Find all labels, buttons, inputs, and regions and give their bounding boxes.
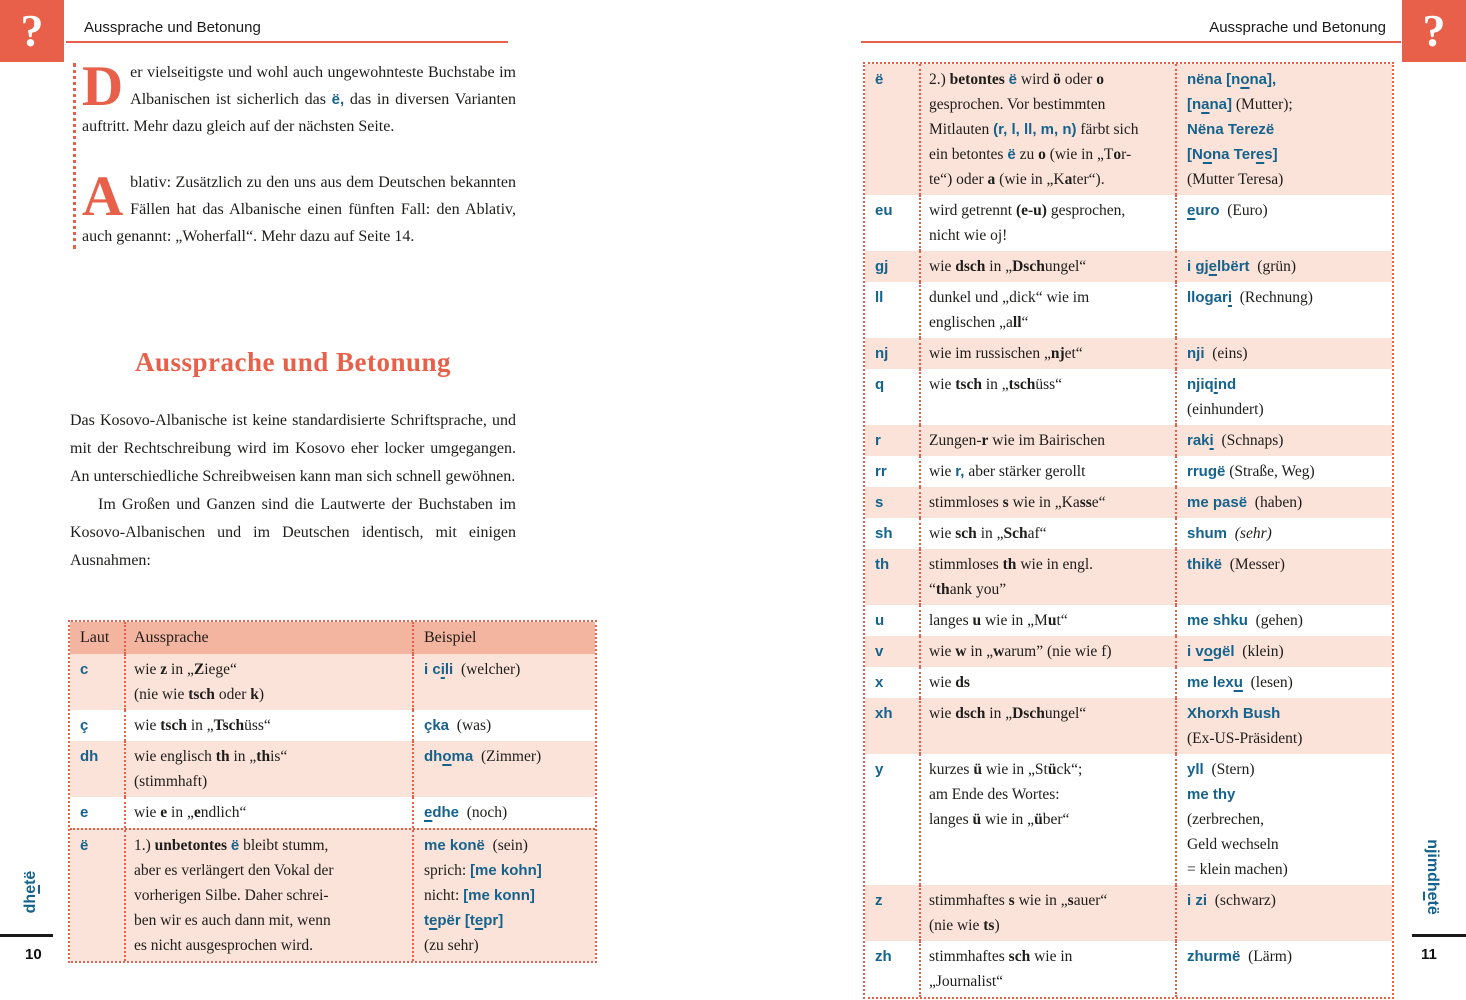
table-row-x (865, 667, 1392, 698)
question-mark-icon: ? (1422, 5, 1446, 56)
table-row-xh (865, 698, 1392, 754)
table-row-c (70, 654, 595, 710)
table-row-r (865, 425, 1392, 456)
beispiel-cell: thikë (Messer) (1175, 549, 1392, 605)
table-row-eu (865, 195, 1392, 251)
aussprache-cell: stimmhaftes s wie in „sauer“ (nie wie ts) (919, 885, 1175, 941)
laut-cell: rr (875, 463, 887, 480)
intro-paragraph-2 (82, 165, 516, 250)
body-paragraph-1: Das Kosovo-Albanische ist keine standardisierte Schriftsprache, und mit der Rechtschreibung wird im Kosovo eher locker umgegangen. An unterschiedliche Schreibweisen kann man sich schnell gewöhnen. (70, 412, 516, 485)
intro-paragraph-2-text: blativ: Zusätzlich zu den uns aus dem Deutschen bekannten Fällen hat das Albanische einen fünften Fall: den Ablativ, auch genannt: „Woherfall“. Mehr dazu auf Seite 14. (82, 174, 516, 245)
laut-cell: v (875, 643, 884, 660)
aussprache-cell: 1.) unbetontes ë bleibt stumm, aber es verlängert den Vokal der vorherigen Silbe. Daher schrei- ben wir es auch dann mit, wenn es nicht ausgesprochen wird. (124, 830, 412, 961)
aussprache-cell: wie dsch in „Dschungel“ (919, 698, 1175, 754)
table-row-ë (865, 64, 1392, 195)
margin-dots (73, 63, 76, 249)
laut-cell: e (80, 804, 89, 821)
aussprache-cell: 2.) betontes ë wird ö oder o gesprochen. Vor bestimmten Mitlauten (r, l, ll, m, n) färbt sich ein betontes ë zu o (wie in „Tor- te“) oder a (wie in „Kater“). (919, 64, 1175, 195)
table-header-row (70, 622, 595, 654)
aussprache-cell: wie im russischen „njet“ (919, 338, 1175, 369)
side-tab-label-left: dhetë (22, 870, 39, 914)
aussprache-cell: wie tsch in „tschüss“ (919, 369, 1175, 425)
footer-rule-left (0, 934, 53, 937)
body-paragraph-2: Im Großen und Ganzen sind die Lautwerte der Buchstaben im Kosovo-Albanischen und im Deutschen identisch, mit einigen Ausnahmen: (70, 496, 516, 569)
laut-cell: q (875, 376, 885, 393)
table-row-sh (865, 518, 1392, 549)
page-header-right: Aussprache und Betonung (1209, 19, 1386, 36)
table-row-th (865, 549, 1392, 605)
aussprache-cell: wie r, aber stärker gerollt (919, 456, 1175, 487)
table-row-gj (865, 251, 1392, 282)
beispiel-cell: euro (Euro) (1175, 195, 1392, 251)
aussprache-cell: wie englisch th in „this“ (stimmhaft) (124, 741, 412, 797)
beispiel-cell: me pasë (haben) (1175, 487, 1392, 518)
laut-cell: sh (875, 525, 893, 542)
aussprache-cell: stimmloses s wie in „Kasse“ (919, 487, 1175, 518)
laut-cell: gj (875, 258, 889, 275)
laut-header: Laut (80, 629, 110, 646)
beispiel-header: Beispiel (412, 622, 595, 654)
page-number-left: 10 (25, 946, 42, 963)
page-number-right: 11 (1421, 946, 1437, 963)
laut-cell: r (875, 432, 881, 449)
table-row-u (865, 605, 1392, 636)
header-rule-right (861, 41, 1401, 43)
beispiel-cell: i vogël (klein) (1175, 636, 1392, 667)
beispiel-cell: dhoma (Zimmer) (412, 741, 595, 797)
intro-paragraph-1-text: er vielseitigste und wohl auch ungewohnteste Buchstabe im Albanischen ist sicherlich das ë, das in diversen Varianten auftritt. Mehr dazu gleich auf der nächsten Seite. (82, 64, 516, 135)
pronunciation-table-right (863, 62, 1394, 999)
beispiel-cell: raki (Schnaps) (1175, 425, 1392, 456)
laut-cell: s (875, 494, 884, 511)
aussprache-cell: dunkel und „dick“ wie im englischen „all“ (919, 282, 1175, 338)
laut-cell: y (875, 761, 884, 778)
table-row-ll (865, 282, 1392, 338)
table-row-ë (70, 828, 595, 961)
aussprache-cell: wird getrennt (e-u) gesprochen, nicht wie oj! (919, 195, 1175, 251)
table-row-dh (70, 741, 595, 797)
section-heading: Aussprache und Betonung (134, 347, 452, 377)
aussprache-cell: wie tsch in „Tschüss“ (124, 710, 412, 741)
table-row-q (865, 369, 1392, 425)
beispiel-cell: Xhorxh Bush (Ex-US-Präsident) (1175, 698, 1392, 754)
laut-cell: zh (875, 948, 892, 965)
laut-cell: xh (875, 705, 893, 722)
laut-cell: z (875, 892, 883, 909)
table-row-z (865, 885, 1392, 941)
table-row-nj (865, 338, 1392, 369)
table-row-ç (70, 710, 595, 741)
question-mark-icon: ? (20, 5, 44, 56)
aussprache-cell: kurzes ü wie in „Stück“; am Ende des Wortes: langes ü wie in „über“ (919, 754, 1175, 885)
aussprache-cell: stimmhaftes sch wie in „Journalist“ (919, 941, 1175, 997)
laut-cell: x (875, 674, 884, 691)
side-tab-label-right: njimdhetë (1424, 839, 1441, 915)
beispiel-cell: shum (sehr) (1175, 518, 1392, 549)
table-row-y (865, 754, 1392, 885)
beispiel-cell: nji (eins) (1175, 338, 1392, 369)
beispiel-cell: i cili (welcher) (412, 654, 595, 710)
beispiel-cell: rrugë (Straße, Weg) (1175, 456, 1392, 487)
aussprache-header: Aussprache (124, 622, 412, 654)
pronunciation-table-left (68, 620, 597, 963)
table-row-s (865, 487, 1392, 518)
laut-cell: nj (875, 345, 889, 362)
beispiel-cell: llogari (Rechnung) (1175, 282, 1392, 338)
laut-cell: ll (875, 289, 884, 306)
laut-cell: dh (80, 748, 99, 765)
beispiel-cell: zhurmë (Lärm) (1175, 941, 1392, 997)
beispiel-cell: njiqind (einhundert) (1175, 369, 1392, 425)
aussprache-cell: wie sch in „Schaf“ (919, 518, 1175, 549)
aussprache-cell: wie dsch in „Dschungel“ (919, 251, 1175, 282)
laut-cell: ë (875, 71, 884, 88)
drop-cap-d: D (82, 55, 124, 118)
beispiel-cell: nëna [nona], [nana] (Mutter); Nëna Terezë [Nona Teres] (Mutter Teresa) (1175, 64, 1392, 195)
laut-cell: th (875, 556, 890, 573)
aussprache-cell: wie e in „endlich“ (124, 797, 412, 828)
intro-paragraph-1 (82, 55, 516, 140)
beispiel-cell: i gjelbërt (grün) (1175, 251, 1392, 282)
laut-cell: u (875, 612, 885, 629)
laut-cell: eu (875, 202, 893, 219)
laut-cell: ë (80, 837, 89, 854)
aussprache-cell: Zungen-r wie im Bairischen (919, 425, 1175, 456)
aussprache-cell: langes u wie in „Mut“ (919, 605, 1175, 636)
body-copy (70, 407, 516, 575)
beispiel-cell: i zi (schwarz) (1175, 885, 1392, 941)
aussprache-cell: wie ds (919, 667, 1175, 698)
page-header-left: Aussprache und Betonung (84, 19, 261, 36)
aussprache-cell: wie z in „Ziege“ (nie wie tsch oder k) (124, 654, 412, 710)
header-rule-left (66, 41, 508, 43)
table-row-e (70, 797, 595, 828)
table-row-rr (865, 456, 1392, 487)
beispiel-cell: yll (Stern) me thy (zerbrechen, Geld wechseln = klein machen) (1175, 754, 1392, 885)
beispiel-cell: edhe (noch) (412, 797, 595, 828)
beispiel-cell: me lexu (lesen) (1175, 667, 1392, 698)
question-mark-box-left (0, 0, 64, 62)
table-row-v (865, 636, 1392, 667)
laut-cell: c (80, 661, 89, 678)
footer-rule-right (1412, 934, 1466, 937)
drop-cap-a: A (82, 165, 124, 228)
beispiel-cell: çka (was) (412, 710, 595, 741)
laut-cell: ç (80, 717, 89, 734)
aussprache-cell: stimmloses th wie in engl. “thank you” (919, 549, 1175, 605)
table-row-zh (865, 941, 1392, 997)
beispiel-cell: me konë (sein) sprich: [me kohn] nicht: [me konn] tepër [tepr] (zu sehr) (412, 830, 595, 961)
question-mark-box-right (1402, 0, 1466, 62)
aussprache-cell: wie w in „warum” (nie wie f) (919, 636, 1175, 667)
beispiel-cell: me shku (gehen) (1175, 605, 1392, 636)
